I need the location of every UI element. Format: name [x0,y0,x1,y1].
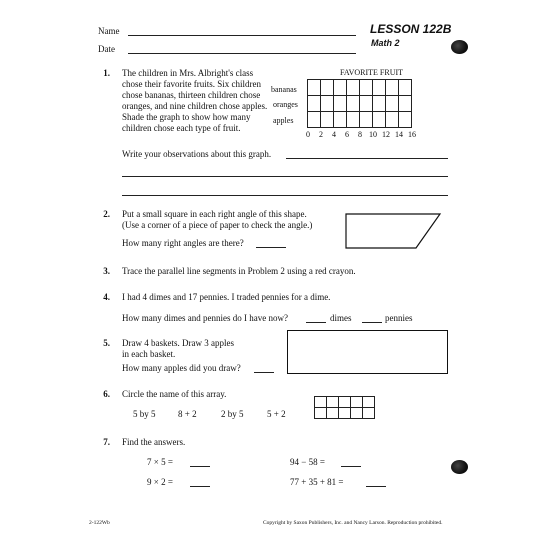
tick-12: 12 [382,130,390,139]
problem-5-line1: Draw 4 baskets. Draw 3 apples [122,338,234,348]
problem-2-number: 2. [103,209,110,219]
answer-7x5[interactable] [190,466,210,467]
course-label: Math 2 [371,38,400,48]
problem-5-question: How many apples did you draw? [122,363,241,373]
name-line[interactable] [128,35,356,36]
array-figure [314,396,375,419]
choice-5-by-5[interactable]: 5 by 5 [133,409,156,419]
row-label-apples: apples [273,116,294,125]
tick-4: 4 [332,130,336,139]
tick-8: 8 [358,130,362,139]
equation-7x5: 7 × 5 = [147,457,173,467]
problem-2-line2: (Use a corner of a piece of paper to check the angle.) [122,220,313,230]
tick-0: 0 [306,130,310,139]
drawing-box[interactable] [287,330,448,374]
lesson-title: LESSON 122B [370,22,452,36]
answer-94-58[interactable] [341,466,361,467]
trapezoid-shape[interactable] [343,211,443,251]
choice-8-plus-2[interactable]: 8 + 2 [178,409,197,419]
tick-16: 16 [408,130,416,139]
tick-6: 6 [345,130,349,139]
problem-4-number: 4. [103,292,110,302]
observation-prompt: Write your observations about this graph. [122,149,272,159]
footer-code: 2-122Wb [89,520,110,526]
dimes-label: dimes [330,313,352,323]
dimes-answer[interactable] [306,322,326,323]
observation-line-1[interactable] [286,158,448,159]
equation-94-58: 94 − 58 = [290,457,325,467]
tick-10: 10 [369,130,377,139]
choice-2-by-5[interactable]: 2 by 5 [221,409,244,419]
equation-9x2: 9 × 2 = [147,477,173,487]
problem-4-question: How many dimes and pennies do I have now? [122,313,288,323]
graph-title: FAVORITE FRUIT [340,68,404,77]
right-angle-answer[interactable] [256,247,286,248]
problem-4-text: I had 4 dimes and 17 pennies. I traded pennies for a dime. [122,292,331,302]
problem-1-text: The children in Mrs. Albright's class chose their favorite fruits. Six children chose bananas, thirteen children chose oranges, and nine children chose apples. Shade the graph to show how many children chose each type of fruit. [122,68,268,133]
pennies-label: pennies [385,313,413,323]
problem-6-text: Circle the name of this array. [122,389,227,399]
problem-7-text: Find the answers. [122,437,186,447]
apples-answer[interactable] [254,372,274,373]
observation-line-3[interactable] [122,195,448,196]
fruit-graph-grid[interactable] [307,79,412,128]
pennies-answer[interactable] [362,322,382,323]
row-label-oranges: oranges [273,100,298,109]
problem-6-number: 6. [103,389,110,399]
name-label: Name [98,26,120,36]
problem-2-line1: Put a small square in each right angle of this shape. [122,209,307,219]
row-label-bananas: bananas [271,85,297,94]
binder-hole-top [451,40,468,54]
footer-copyright: Copyright by Saxon Publishers, Inc. and Nancy Larson. Reproduction prohibited. [263,520,443,526]
binder-hole-bottom [451,460,468,474]
problem-3-number: 3. [103,266,110,276]
tick-14: 14 [395,130,403,139]
problem-5-number: 5. [103,338,110,348]
answer-77-35-81[interactable] [366,486,386,487]
problem-5-line2: in each basket. [122,349,176,359]
choice-5-plus-2[interactable]: 5 + 2 [267,409,286,419]
right-angle-question: How many right angles are there? [122,238,244,248]
problem-7-number: 7. [103,437,110,447]
tick-2: 2 [319,130,323,139]
equation-77-35-81: 77 + 35 + 81 = [290,477,344,487]
date-line[interactable] [128,53,356,54]
date-label: Date [98,44,115,54]
observation-line-2[interactable] [122,176,448,177]
answer-9x2[interactable] [190,486,210,487]
problem-3-text: Trace the parallel line segments in Problem 2 using a red crayon. [122,266,356,276]
problem-1-number: 1. [103,68,110,78]
